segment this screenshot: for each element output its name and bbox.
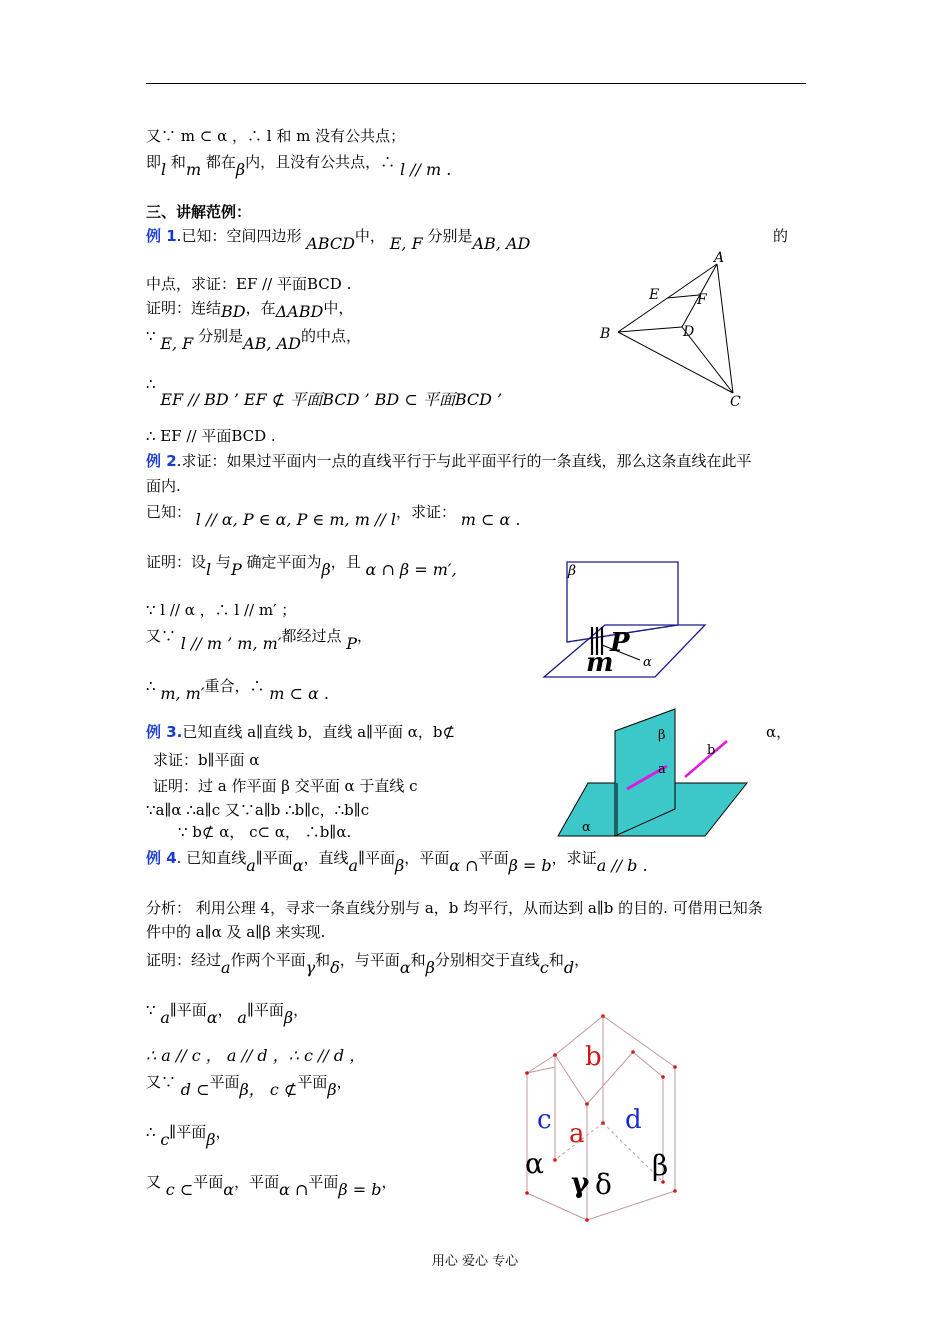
text: ，求证: [551, 849, 597, 867]
proof-line2: [146, 1000, 309, 1027]
math: c ⊂: [165, 1180, 194, 1199]
text: 中，: [323, 299, 354, 317]
math: β: [206, 1130, 216, 1149]
math: α ∩: [449, 856, 479, 875]
text: 即: [146, 153, 162, 171]
text: 分别相交于直线: [434, 951, 540, 969]
text: 又∵: [146, 627, 177, 645]
text: ，与平面: [339, 951, 400, 969]
label-alpha: α: [525, 1147, 544, 1180]
text: 重合，∴: [204, 677, 265, 695]
text: 已知直线 a∥直线 b，直线 a∥平面 α，b⊄: [182, 723, 456, 741]
math: l: [161, 160, 167, 179]
ex2-line3: [146, 502, 521, 529]
text: 证明：经过: [146, 951, 222, 969]
figure-planes-lines: [540, 555, 710, 680]
example-label: 例 3.: [146, 723, 183, 741]
math: l // m ’ m, m′: [180, 634, 282, 653]
label-a: a: [658, 762, 666, 777]
text: ∥平面: [169, 1001, 207, 1019]
math: AB, AD: [472, 234, 531, 253]
text: ∴: [146, 375, 156, 393]
text: 已知：: [146, 503, 192, 521]
text: ，: [217, 1001, 233, 1019]
text: 分别是: [198, 327, 244, 345]
text: ，直线: [303, 849, 349, 867]
math: β: [425, 958, 435, 977]
text: ，在: [245, 299, 276, 317]
text: 平面: [209, 1073, 240, 1091]
text: 都经过点: [281, 627, 342, 645]
math: β: [321, 560, 331, 579]
math: c: [160, 1130, 170, 1149]
ex1-line4: [146, 326, 361, 353]
math: m, m′: [160, 684, 205, 703]
text: 都在: [205, 153, 236, 171]
ex2-line2: 面内.: [146, 477, 181, 495]
math: β: [235, 160, 246, 179]
label-c: C: [730, 394, 741, 410]
proof-line1: [146, 950, 590, 977]
math: ， c ⊄: [248, 1080, 298, 1099]
math: β: [395, 856, 405, 875]
math: α ∩ β = m′,: [365, 560, 457, 579]
text: 证明：连结: [146, 299, 222, 317]
text: ∴: [146, 677, 156, 695]
math: AB, AD: [243, 334, 301, 353]
text: .求证：如果过平面内一点的直线平行于与此平面平行的一条直线，那么这条直线在此平: [176, 452, 752, 470]
math: E, F: [160, 334, 194, 353]
text: ∥平面: [358, 849, 396, 867]
math: ∴ a // c ， a // d ，∴ c // d ，: [146, 1046, 366, 1065]
math: β = b: [508, 856, 552, 875]
math: α: [223, 1180, 235, 1199]
text: ∵: [146, 1001, 156, 1019]
math: a // b .: [596, 856, 648, 875]
math: m ⊂ α .: [460, 510, 521, 529]
ex1-line3: [146, 298, 354, 321]
math: α: [292, 856, 304, 875]
proof-line4: [146, 1072, 352, 1099]
math: a: [348, 856, 359, 875]
text: 确定平面为: [246, 553, 322, 571]
math: m ⊂ α .: [269, 684, 330, 703]
line-2: [146, 152, 452, 179]
text: ∴: [146, 1123, 156, 1141]
label-delta: δ: [595, 1168, 612, 1201]
math: γ: [305, 958, 316, 977]
math: m: [185, 160, 202, 179]
math: P: [346, 634, 358, 653]
proof-line6: [146, 1172, 397, 1199]
text: 平面: [193, 1173, 224, 1191]
ex3-line5: ∵ b⊄ α， c⊂ α， ∴b∥α.: [178, 823, 352, 841]
text: ∥平面: [169, 1123, 207, 1141]
header-rule: [146, 83, 806, 84]
label-beta: β: [652, 1149, 669, 1182]
text: 和: [170, 153, 186, 171]
math: ABCD: [306, 234, 355, 253]
text: ，求证：: [395, 503, 456, 521]
text: 和: [548, 951, 564, 969]
ex2-line6: [146, 626, 373, 653]
proof-line3: [146, 1046, 365, 1066]
text: ∵: [146, 327, 156, 345]
ex1-de: 的: [773, 227, 789, 245]
math: l // m .: [399, 160, 452, 179]
figure-teal-planes: [555, 703, 750, 838]
text: ，: [336, 1073, 352, 1091]
ex2-line4: [146, 552, 457, 579]
math: a: [246, 856, 256, 875]
label-f: F: [697, 292, 707, 308]
ex2-line7: [146, 676, 330, 703]
text: ，: [574, 951, 590, 969]
math: δ: [330, 958, 340, 977]
math: E, F: [389, 234, 423, 253]
label-alpha: α: [582, 820, 591, 835]
ex3-alpha: α，: [766, 723, 792, 741]
text: 内，且没有公共点，∴: [245, 153, 396, 171]
ex2-line1: [146, 451, 751, 471]
text: 证明：设: [146, 553, 207, 571]
text: ∥平面: [246, 1001, 284, 1019]
text: 平面: [478, 849, 509, 867]
math: β: [327, 1080, 337, 1099]
text: 与: [215, 553, 231, 571]
math: d ⊂: [180, 1080, 210, 1099]
label-beta: β: [568, 563, 577, 579]
text: .已知：空间四边形: [176, 227, 302, 245]
figure-quadrilateral: [590, 245, 760, 415]
label-a: a: [569, 1119, 585, 1149]
text: ，: [381, 1173, 397, 1191]
label-d: D: [683, 324, 695, 340]
math: α ∩: [279, 1180, 309, 1199]
math: β = b: [338, 1180, 382, 1199]
math: α: [206, 1008, 218, 1027]
example-label: 例 4: [146, 849, 177, 867]
label-b: b: [707, 743, 716, 758]
math: P: [230, 560, 242, 579]
label-b: B: [600, 326, 611, 342]
text: . 已知直线: [176, 849, 247, 867]
math: a: [221, 958, 231, 977]
ex2-line5: ∵ l // α ，∴ l // m′ ；: [146, 601, 297, 619]
edge-bd: [618, 327, 682, 332]
text: 和: [410, 951, 426, 969]
text: 又: [146, 1173, 162, 1191]
text: 平面: [308, 1173, 339, 1191]
figure-prism: [515, 1010, 685, 1225]
text: ，: [357, 627, 373, 645]
text: ，平面: [234, 1173, 280, 1191]
label-a: A: [714, 250, 725, 266]
ex4-line1: [146, 848, 648, 875]
math: a: [160, 1008, 170, 1027]
math: c: [539, 958, 549, 977]
ex3-line4: ∵a∥α ∴a∥c 又∵a∥b ∴b∥c，∴b∥c: [146, 801, 370, 819]
math: d: [563, 958, 575, 977]
ex3-line2: 求证：b∥平面 α: [153, 751, 260, 769]
math: a: [237, 1008, 247, 1027]
math: α: [399, 958, 411, 977]
text: ∥平面: [255, 849, 293, 867]
ex1-line1: [146, 226, 531, 253]
text: 作两个平面: [230, 951, 306, 969]
label-p: P: [610, 628, 630, 658]
label-beta: β: [658, 728, 666, 743]
math: l: [206, 560, 212, 579]
math: BD: [221, 302, 246, 321]
text: 和: [315, 951, 331, 969]
label-c: c: [537, 1105, 552, 1135]
text: 的中点，: [300, 327, 361, 345]
label-d: d: [625, 1105, 642, 1135]
text: ，平面: [404, 849, 450, 867]
label-e: E: [649, 287, 660, 303]
text: ，且: [330, 553, 361, 571]
page-footer: 用心 爱心 专心: [431, 1254, 519, 1269]
example-label: 例 1: [146, 227, 177, 245]
label-alpha: α: [643, 655, 652, 670]
math: β: [239, 1080, 249, 1099]
label-m: m: [586, 648, 614, 678]
math: EF // BD ’ EF ⊄ 平面BCD ’ BD ⊂ 平面BCD ’: [160, 390, 503, 409]
math: l // α, P ∈ α, P ∈ m, m // l: [195, 510, 396, 529]
proof-line5: [146, 1122, 231, 1149]
edge-bc: [618, 332, 733, 393]
math: β: [283, 1008, 294, 1027]
line-1: 又∵ m ⊂ α ，∴ l 和 m 没有公共点；: [146, 127, 406, 145]
text: ，: [293, 1001, 309, 1019]
ex1-line5: [146, 374, 503, 409]
ex3-line1: [146, 722, 455, 742]
example-label: 例 2: [146, 452, 177, 470]
text: 平面: [297, 1073, 328, 1091]
edge-ac: [717, 264, 733, 393]
section-heading: 三、讲解范例：: [146, 203, 252, 221]
analysis-line1: 分析： 利用公理 4，寻求一条直线分别与 a，b 均平行，从而达到 a∥b 的目的. 可借用已知条: [146, 899, 763, 917]
text: ，: [215, 1123, 231, 1141]
text: 中，: [354, 227, 385, 245]
math: ΔABD: [275, 302, 324, 321]
text: 又∵: [146, 1073, 177, 1091]
text: 分别是: [427, 227, 473, 245]
label-gamma: γ: [571, 1166, 590, 1199]
line-b: [685, 741, 727, 777]
ex1-line2: 中点，求证：EF // 平面BCD .: [146, 275, 352, 293]
label-b: b: [585, 1042, 602, 1072]
ex3-line3: 证明：过 a 作平面 β 交平面 α 于直线 c: [153, 777, 418, 795]
ex1-line6: ∴ EF // 平面BCD .: [146, 427, 276, 445]
analysis-line2: 件中的 a∥α 及 a∥β 来实现.: [146, 923, 326, 941]
